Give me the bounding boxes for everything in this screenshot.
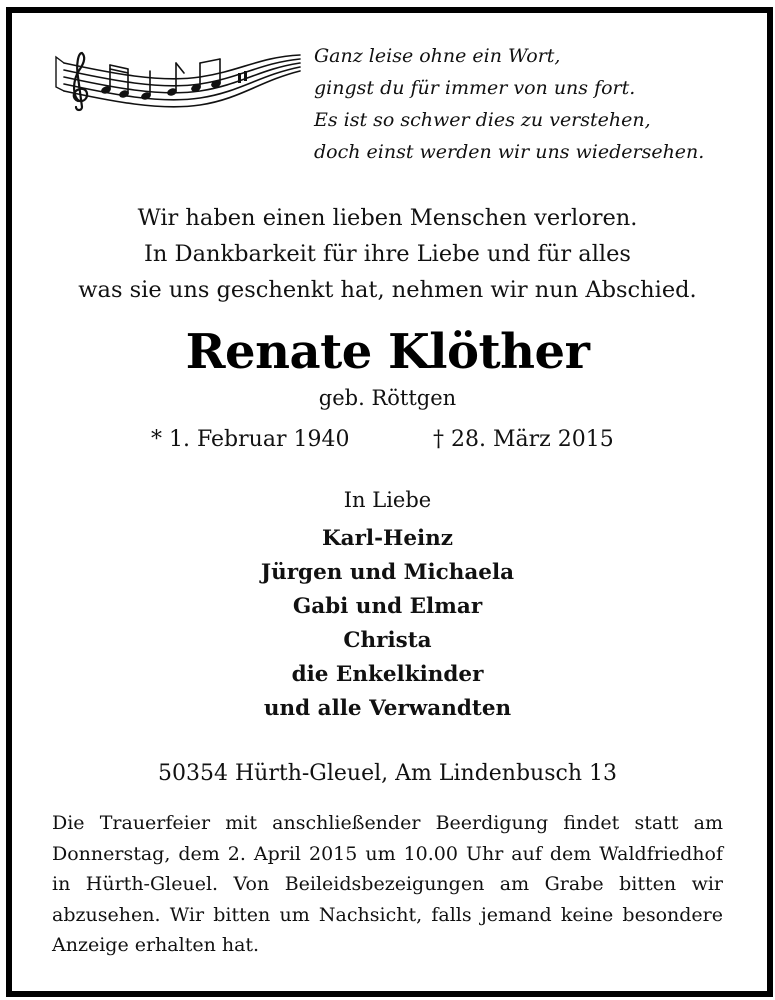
poem-line: doch einst werden wir uns wiedersehen. [314, 141, 705, 163]
mourner-name: Jürgen und Michaela [260, 560, 515, 585]
mourner-name: die Enkelkinder [291, 662, 484, 687]
mourners-heading: In Liebe [343, 488, 432, 512]
deceased-name: Renate Klöther [185, 324, 590, 380]
mourner-name: Christa [343, 628, 432, 653]
intro-line: In Dankbarkeit für ihre Liebe und für alles [144, 241, 631, 267]
mourners-list [0, 522, 775, 726]
intro-line: Wir haben einen lieben Menschen verloren. [137, 205, 638, 231]
poem [314, 40, 744, 168]
mourner-name: Gabi und Elmar [292, 594, 483, 619]
intro-line: was sie uns geschenkt hat, nehmen wir nun Abschied. [78, 277, 697, 303]
family-address: 50354 Hürth-Gleuel, Am Lindenbusch 13 [158, 761, 617, 786]
poem-line: Ganz leise ohne ein Wort, [314, 45, 561, 67]
death-date: † 28. März 2015 [433, 427, 614, 452]
intro-text [0, 200, 775, 308]
mourner-name: Karl-Heinz [321, 526, 454, 551]
funeral-notice: Die Trauerfeier mit anschließender Beerdigung findet statt am Donnerstag, dem 2. April 2015 um 10.00 Uhr auf dem Waldfriedhof in Hürth-Gleuel. Von Beileidsbezeigungen am Grabe bitten wir abzusehen. Wir bitten um Nachsicht, falls jemand keine besondere Anzeige erhalten hat. [52, 812, 723, 956]
mourner-name: und alle Verwandten [263, 696, 512, 721]
poem-line: Es ist so schwer dies zu verstehen, [314, 109, 651, 131]
music-staff-icon [50, 43, 306, 115]
birth-name: geb. Röttgen [318, 386, 457, 410]
birth-date: * 1. Februar 1940 [151, 427, 350, 452]
poem-line: gingst du für immer von uns fort. [314, 77, 636, 99]
